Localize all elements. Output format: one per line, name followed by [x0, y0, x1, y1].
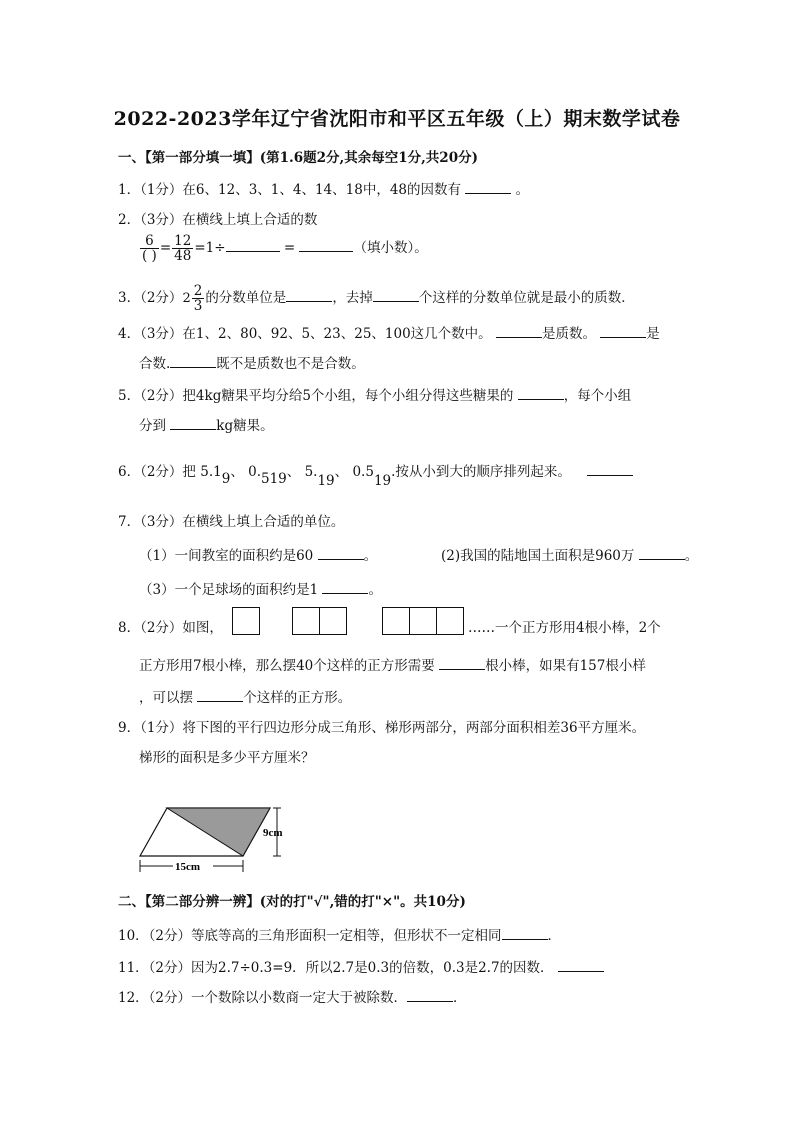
mixed-number-whole: 2 [182, 291, 191, 307]
fraction [192, 284, 205, 313]
answer-blank[interactable] [518, 387, 564, 400]
question-2-equation [139, 234, 428, 263]
question-6 [118, 460, 633, 489]
answer-blank[interactable] [170, 355, 216, 368]
question-6-tail: .按从小到大的顺序排列起来。 [391, 464, 571, 480]
answer-blank[interactable] [286, 289, 332, 302]
punct: 。 [368, 582, 382, 598]
answer-blank[interactable] [496, 325, 542, 338]
repeating-decimal: 5.1 [200, 464, 222, 480]
question-8-text: 根小棒，如果有157根小样 [485, 658, 646, 674]
question-4-text: 是质数。 [541, 326, 596, 342]
question-10 [118, 924, 561, 944]
fraction [172, 234, 193, 263]
answer-blank[interactable] [558, 959, 604, 972]
square-2b [319, 607, 347, 635]
punct: 。 [363, 548, 378, 564]
page-title: 2022-2023学年辽宁省沈阳市和平区五年级（上）期末数学试卷 [113, 108, 681, 130]
answer-blank[interactable] [465, 181, 511, 194]
punct: ． [547, 928, 562, 944]
answer-blank[interactable] [407, 989, 453, 1002]
section-2-heading: 二、【第二部分辨一辨】(对的打"√",错的打"×"。共10分) [118, 894, 466, 910]
question-7-part-2 [441, 544, 698, 564]
answer-blank[interactable] [299, 239, 353, 252]
question-7-heading: 7．（3分）在横线上填上合适的单位。 [118, 514, 345, 530]
question-7-text: (2)我国的陆地国土面积是960万 [441, 548, 635, 564]
question-11 [118, 956, 604, 976]
square-3b [409, 607, 437, 635]
question-3-text: 个这样的分数单位就是最小的质数． [418, 290, 635, 307]
punct: 。 [515, 182, 530, 198]
question-8-line-3 [139, 686, 351, 706]
question-8-text: ，可以摆 [139, 690, 193, 706]
question-8-line-2 [139, 654, 646, 674]
answer-blank[interactable] [322, 581, 368, 594]
question-1-text: 1．（1分）在6、12、3、1、4、14、18中，48的因数有 [118, 182, 461, 198]
repeating-digits: 519 [261, 471, 287, 487]
square-3a [382, 607, 410, 635]
question-3-prefix: 3．（2分） [118, 290, 183, 307]
question-3 [118, 284, 635, 313]
question-9-line-2: 梯形的面积是多少平方厘米？ [139, 750, 315, 766]
answer-blank[interactable] [318, 547, 364, 560]
question-7-part-1 [139, 544, 377, 564]
answer-blank[interactable] [197, 689, 243, 702]
base-label: 15cm [175, 861, 201, 873]
question-4-text: 4．（3分）在1、2、80、92、5、23、25、100这几个数中。 [118, 326, 492, 342]
division-text: =1÷ [194, 240, 226, 257]
question-8-text: ……一个正方形用4根小棒，2个 [468, 620, 661, 636]
fraction-numerator: 12 [174, 233, 192, 249]
punct: ． [453, 990, 467, 1006]
question-5 [118, 384, 631, 404]
repeating-digits: 9 [221, 471, 231, 487]
question-5-text: 5．（2分）把4kg糖果平均分给5个小组，每个小组分得这些糖果的 [118, 388, 514, 404]
question-3-text: 的分数单位是 [205, 290, 287, 307]
question-2-heading: 2．（3分）在横线上填上合适的数 [118, 212, 318, 228]
fraction-denominator: 48 [174, 248, 192, 265]
equals-sign: = [283, 240, 296, 257]
answer-blank[interactable] [639, 547, 685, 560]
section-1-heading: 一、【第一部分填一填】(第1.6题2分,其余每空1分,共20分) [118, 150, 478, 166]
answer-blank[interactable] [502, 927, 548, 940]
separator: 、 [334, 464, 349, 480]
height-label: 9cm [263, 827, 283, 839]
square-1 [232, 607, 260, 635]
answer-blank[interactable] [170, 417, 216, 430]
punct: 。 [684, 548, 699, 564]
question-4-text: 既不是质数也不是合数。 [216, 356, 365, 372]
answer-blank[interactable] [600, 325, 646, 338]
separator: 、 [230, 464, 244, 480]
question-11-text: 11．（2分）因为2.7÷0.3=9．所以2.7是0.3的倍数，0.3是2.7的因数． [118, 960, 554, 976]
question-8-prefix: 8．（2分）如图， [118, 620, 223, 636]
repeating-digits: 19 [317, 473, 335, 489]
question-4-text: 是 [646, 326, 660, 342]
question-12 [118, 986, 467, 1006]
question-1 [118, 178, 529, 198]
separator: 、 [286, 464, 301, 480]
question-6-prefix: 6．（2分）把 [118, 464, 196, 480]
question-7-part-3 [139, 578, 382, 598]
question-7-text: （3）一个足球场的面积约是1 [139, 582, 319, 598]
fraction [140, 234, 159, 263]
question-4-line-2 [139, 352, 365, 372]
question-12-text: 12．（2分）一个数除以小数商一定大于被除数． [118, 990, 408, 1006]
answer-blank[interactable] [373, 289, 419, 302]
repeating-decimal: 5. [304, 464, 318, 480]
question-5-text: ，每个小组 [563, 388, 632, 404]
answer-blank[interactable] [587, 463, 633, 476]
fraction-numerator: 2 [193, 283, 203, 299]
question-10-text: 10．（2分）等底等高的三角形面积一定相等，但形状不一定相同 [118, 928, 502, 944]
fraction-numerator: 6 [140, 234, 159, 249]
question-5-line-2 [139, 414, 274, 434]
repeating-digits: 19 [373, 473, 392, 489]
repeating-decimal: 0. [248, 464, 261, 480]
equals-sign: = [159, 240, 172, 257]
question-8-text: 个这样的正方形。 [243, 690, 352, 706]
square-3c [436, 607, 464, 635]
question-5-text: kg糖果。 [216, 418, 274, 434]
answer-blank[interactable] [439, 657, 485, 670]
question-4-text: 合数. [139, 356, 171, 372]
question-8-text: 正方形用7根小棒，那么摆40个这样的正方形需要 [139, 658, 435, 674]
question-7-text: （1）一间教室的面积约是60 [139, 548, 314, 564]
fraction-denominator[interactable]: ( ) [142, 248, 157, 265]
question-5-text: 分到 [139, 418, 166, 434]
answer-blank[interactable] [226, 239, 280, 252]
question-4 [118, 322, 660, 342]
question-9: 9．（1分）将下图的平行四边形分成三角形、梯形两部分，两部分面积相差36平方厘米。 [118, 720, 646, 736]
question-2-tail: （填小数）。 [353, 240, 428, 257]
repeating-decimal: 0.5 [352, 464, 374, 480]
fraction-denominator: 3 [193, 298, 203, 315]
question-3-text: ，去掉 [332, 290, 373, 307]
square-2a [292, 607, 320, 635]
parallelogram-figure [135, 798, 295, 878]
